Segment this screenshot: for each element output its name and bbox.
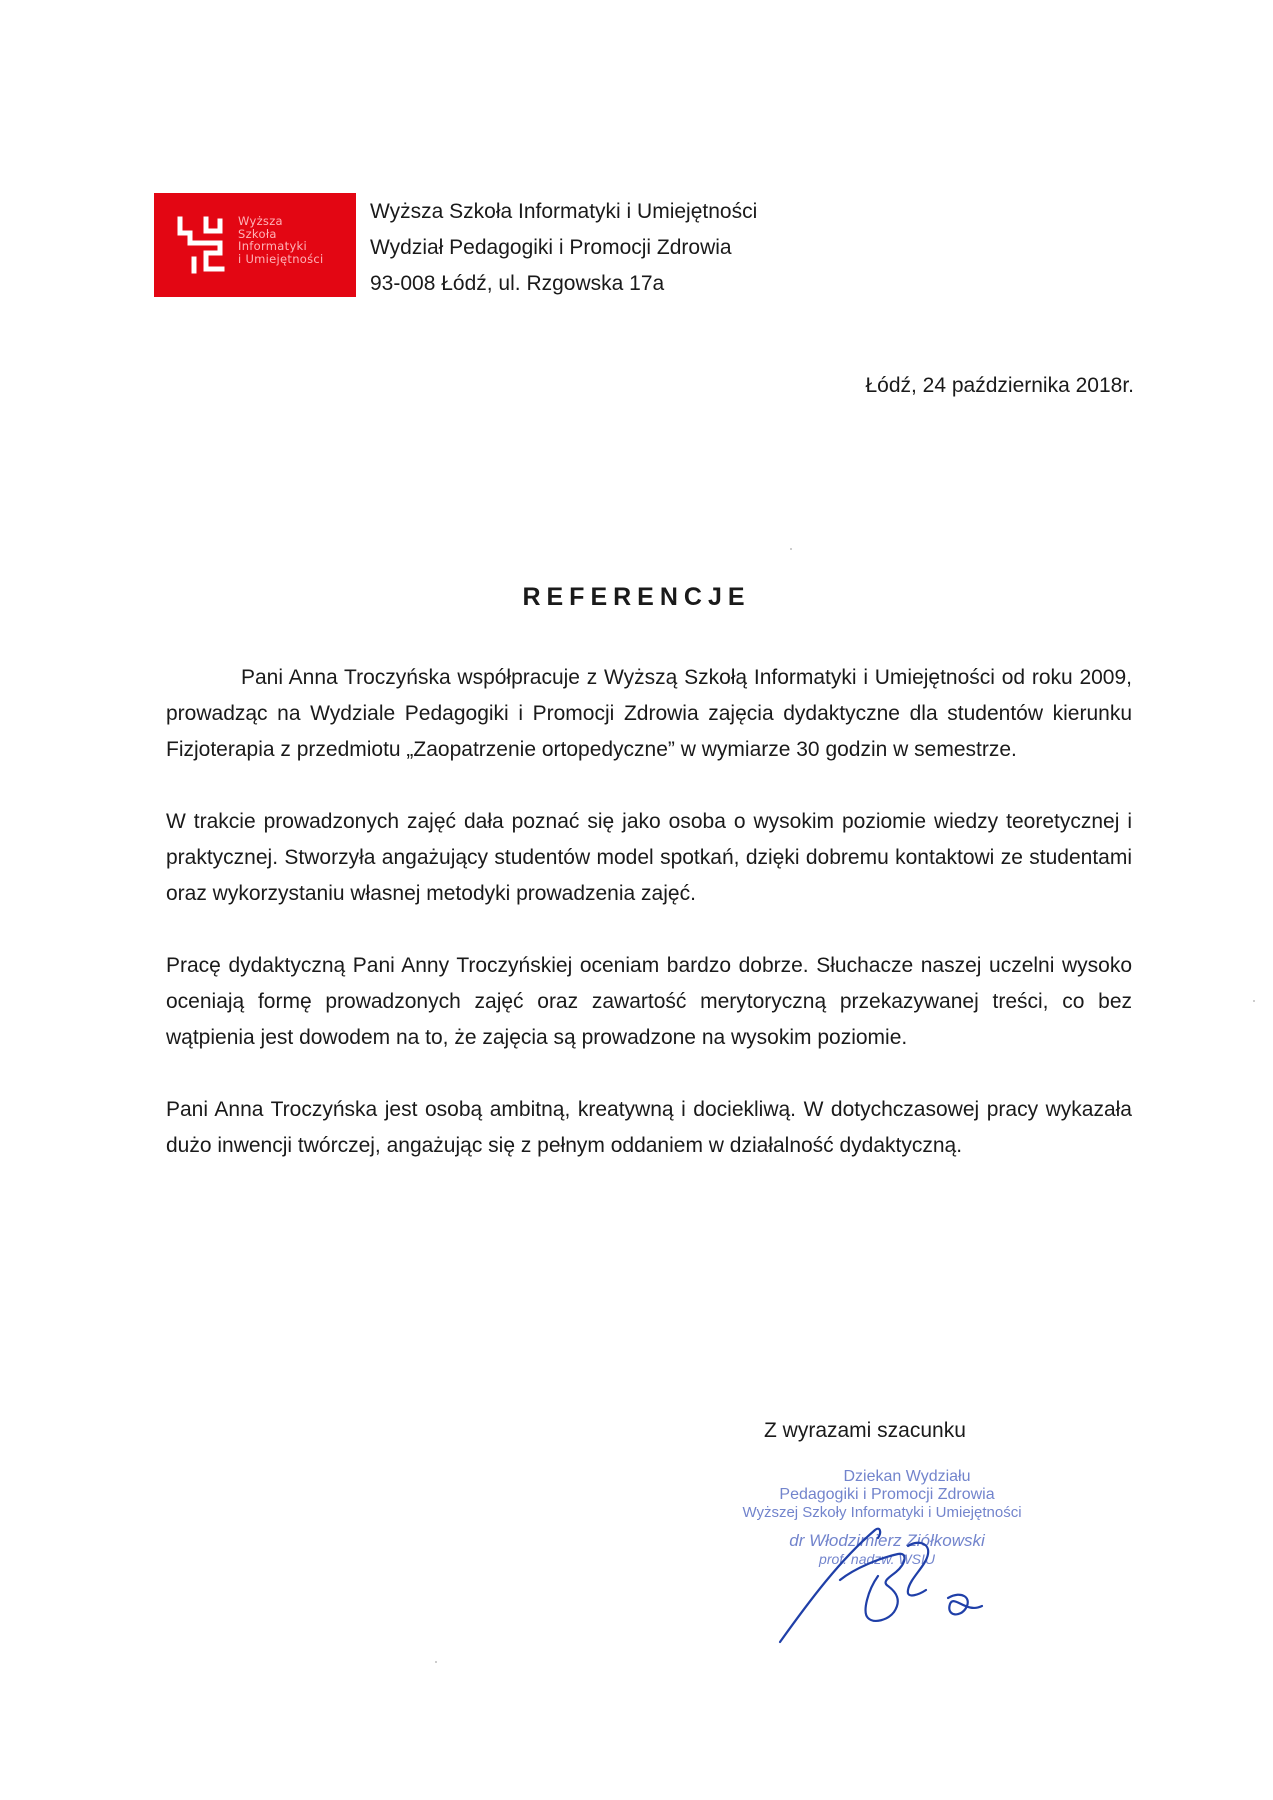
paragraph: Pracę dydaktyczną Pani Anny Troczyńskiej oceniam bardzo dobrze. Słuchacze naszej uczelni wysoko oceniają formę prowadzonych zajęć oraz zawartość merytoryczną przekazywanej treści, co bez wątpienia jest dowodem na to, że zajęcia są prowadzone na wysokim poziomie. <box>166 954 1132 1049</box>
handwritten-signature <box>770 1520 1010 1650</box>
university-logo <box>154 193 356 297</box>
letter-body <box>166 660 1132 1200</box>
logo-line: Informatyki <box>238 239 308 253</box>
scan-speck <box>435 1661 437 1663</box>
university-name: Wyższa Szkoła Informatyki i Umiejętności <box>370 200 758 223</box>
stamp-line: Dziekan Wydziału <box>843 1468 971 1485</box>
logo-text <box>238 215 324 265</box>
university-logo-icon <box>176 213 228 275</box>
stamp-name: dr Włodzimierz Ziółkowski <box>789 1531 985 1550</box>
logo-line: i Umiejętności <box>238 251 324 266</box>
paragraph: Pani Anna Troczyńska jest osobą ambitną, kreatywną i dociekliwą. W dotychczasowej pracy wykazała dużo inwencji twórczej, angażując się z pełnym oddaniem w działalność dydaktyczną. <box>166 1098 1132 1157</box>
address: 93-008 Łódź, ul. Rzgowska 17a <box>370 272 665 295</box>
letterhead-address <box>370 194 757 302</box>
stamp-title: prof. nadzw. WSIU <box>819 1551 935 1567</box>
letter-title: REFERENCJE <box>522 583 751 611</box>
logo-line: Wyższa <box>238 214 283 228</box>
letter-date: Łódź, 24 października 2018r. <box>865 374 1134 397</box>
scan-speck <box>790 548 792 550</box>
stamp-line: Pedagogiki i Promocji Zdrowia <box>779 1486 995 1503</box>
faculty-name: Wydział Pedagogiki i Promocji Zdrowia <box>370 236 732 259</box>
paragraph: W trakcie prowadzonych zajęć dała poznać się jako osoba o wysokim poziomie wiedzy teoretycznej i praktycznej. Stworzyła angażujący studentów model spotkań, dzięki dobremu kontaktowi ze studentami oraz wykorzystaniu własnej metodyki prowadzenia zajęć. <box>166 810 1132 905</box>
stamp-line: Wyższej Szkoły Informatyki i Umiejętności <box>742 1504 1022 1521</box>
closing-phrase: Z wyrazami szacunku <box>764 1419 966 1442</box>
logo-line: Szkoła <box>238 226 277 241</box>
paragraph: Pani Anna Troczyńska współpracuje z Wyższą Szkołą Informatyki i Umiejętności od roku 2009, prowadząc na Wydziale Pedagogiki i Promocji Zdrowia zajęcia dydaktyczne dla studentów kierunku Fizjoterapia z przedmiotu „Zaopatrzenie ortopedyczne” w wymiarze 30 godzin w semestrze. <box>166 666 1132 761</box>
scan-speck <box>1253 1000 1255 1002</box>
